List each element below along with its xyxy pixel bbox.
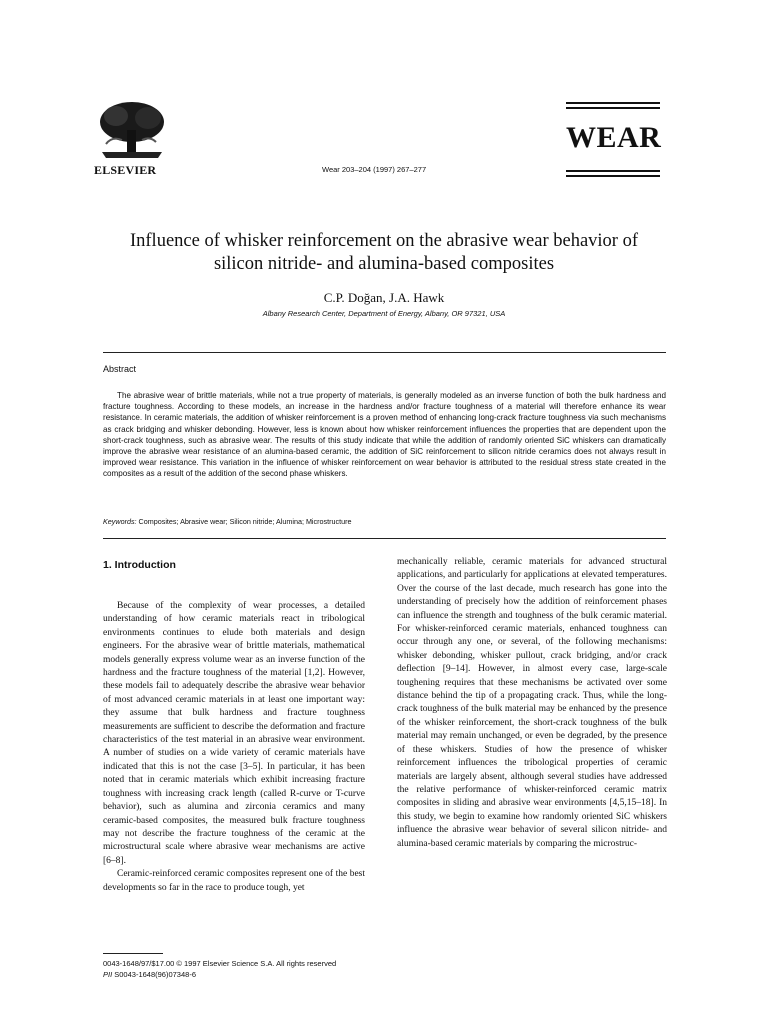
article-title	[60, 230, 708, 276]
keywords-line	[103, 517, 666, 526]
title-line-2: silicon nitride- and alumina-based composites	[213, 254, 555, 274]
copyright-footer	[103, 959, 336, 980]
journal-citation: Wear 203–204 (1997) 267–277	[322, 165, 427, 174]
left-column	[103, 600, 365, 895]
journal-rules-top	[566, 102, 660, 112]
publisher-name: ELSEVIER	[94, 163, 157, 177]
intro-paragraph-2: Ceramic-reinforced ceramic composites represent one of the best developments so far in the race to produce tough, yet	[103, 869, 365, 893]
journal-rules-bottom	[566, 170, 660, 180]
right-column	[397, 556, 667, 851]
elsevier-tree-logo-icon	[92, 100, 172, 162]
abstract-top-rule	[103, 352, 666, 353]
abstract-heading: Abstract	[103, 364, 137, 374]
copyright-line: 0043-1648/97/$17.00 © 1997 Elsevier Science S.A. All rights reserved	[103, 959, 337, 968]
journal-name: WEAR	[566, 121, 662, 154]
pii-line	[103, 970, 336, 981]
keywords-label: Keywords:	[103, 517, 137, 526]
author-affiliation: Albany Research Center, Department of Energy, Albany, OR 97321, USA	[262, 309, 506, 318]
footnote-rule	[103, 953, 163, 954]
keywords-text: Composites; Abrasive wear; Silicon nitride; Alumina; Microstructure	[136, 517, 352, 526]
abstract-text: The abrasive wear of brittle materials, while not a true property of materials, is generally modeled as an inverse function of both the bulk hardness and fracture toughness. According to these models, an increase in the hardness and/or fracture toughness of a material will therefore enhance its wear resistance. In ceramic materials, the addition of whisker reinforcement is a proven method of enhancing long-crack fracture toughness via such mechanisms as crack bridging and whisker debonding. However, less is known about how whisker reinforcement influences the properties that are dependent upon the short-crack toughness, such as abrasive wear. The results of this study indicate that while the addition of randomly oriented SiC whiskers can dramatically improve the abrasive wear resistance of an alumina-based ceramic, the addition of SiC reinforcement to silicon nitride ceramics does not always result in improved wear resistance. This variation in the influence of whisker reinforcement on wear behavior is attributed to the residual stress state created in the composites as a result of the addition of the second phase whiskers.	[103, 391, 666, 479]
article-authors: C.P. Doğan, J.A. Hawk	[323, 290, 445, 305]
pii-value: S0043-1648(96)07348-6	[112, 969, 196, 979]
pii-label: PII	[103, 969, 113, 979]
intro-paragraph-1: Because of the complexity of wear processes, a detailed understanding of how ceramic materials react in tribological environments continues to elude both materials and design engineers. For the abrasive wear of brittle materials, mathematical models generally express volume wear as an inverse function of the hardness and the fracture toughness of the material [1,2]. However, these models fail to adequately describe the abrasive wear behavior of most advanced ceramic materials in at least one important way: they assume that bulk hardness and fracture toughness measurements are sufficient to describe the deformation and fracture characteristics of the test material in an abrasive wear environment. A number of studies on a wide variety of ceramic materials have indicated that this is not the case [3–5]. In particular, it has been noted that in ceramic materials which exhibit increasing fracture toughness with increasing crack length (called R-curve or T-curve behavior), such as alumina and zirconia ceramics and many ceramic-based composites, the measured bulk fracture toughness may not describe the fracture toughness of the ceramic at the microstructural scale where abrasive wear mechanisms are active [6–8].	[103, 601, 365, 866]
section-heading-introduction: 1. Introduction	[103, 559, 176, 571]
abstract-bottom-rule	[103, 538, 666, 539]
intro-paragraph-continued: mechanically reliable, ceramic materials for advanced structural applications, and particularly for applications at elevated temperatures. Over the course of the last decade, much research has gone into the understanding of precisely how the addition of reinforcement phases can influence the strength and toughness of the bulk ceramic material. For whisker-reinforced ceramic materials, enhanced toughness can occur through any one, or several, of the following mechanisms: whisker debonding, whisker pullout, crack bridging, and/or crack deflection [9–14]. However, in almost every case, large-scale toughening requires that these mechanisms be activated over some distance behind the tip of a propagating crack. Thus, while the long-crack toughness of the bulk material may be enhanced by the presence of the whisker reinforcement, the short-crack toughness of the bulk material may remain unchanged, or even be degraded, by the presence of these whiskers. Studies of how the presence of whisker reinforcement influences the tribological properties of ceramic materials are largely absent, although several studies have addressed the relative performance of whisker-reinforced ceramic matrix composites in sliding and abrasive wear environments [4,5,15–18]. In this study, we begin to examine how randomly oriented SiC whiskers influence the abrasive wear behavior of several silicon nitride- and alumina-based ceramic materials by comparing the microstruc-	[397, 557, 667, 849]
title-line-1: Influence of whisker reinforcement on the abrasive wear behavior of	[129, 231, 638, 251]
